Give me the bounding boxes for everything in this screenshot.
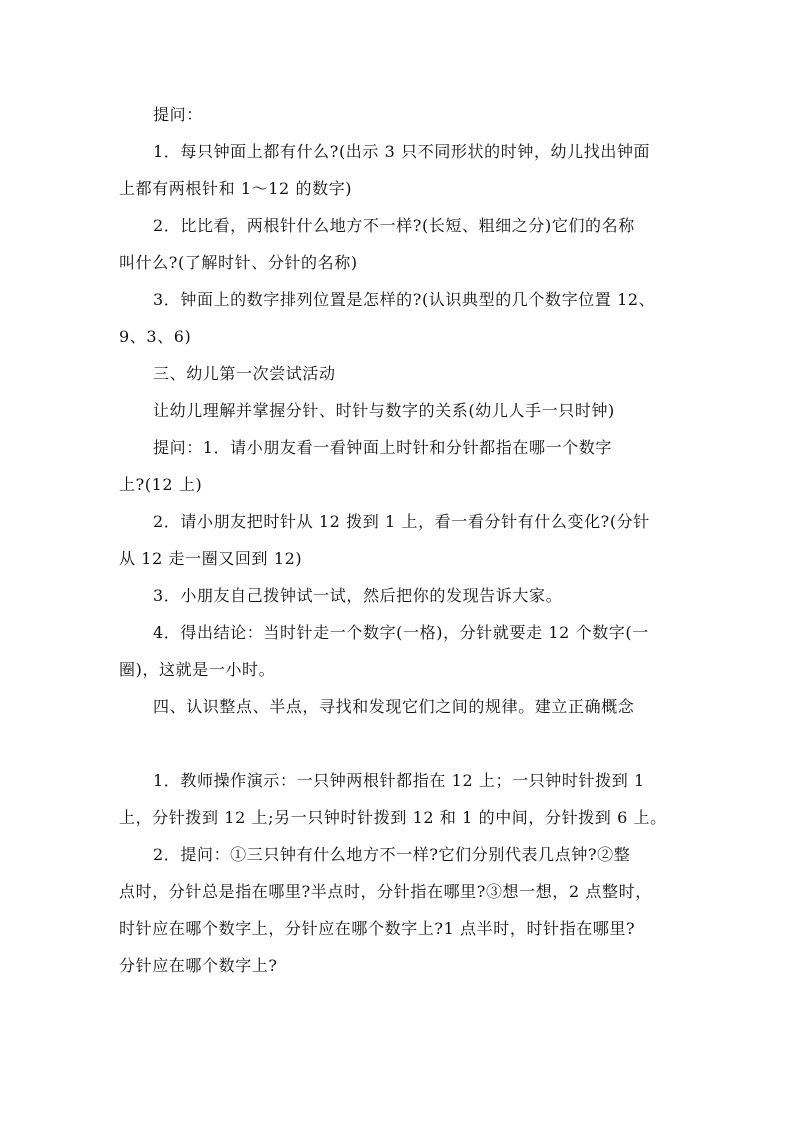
section-heading: 四、认识整点、半点，寻找和发现它们之间的规律。建立正确概念 (153, 697, 635, 716)
section-heading: 三、幼儿第一次尝试活动 (153, 364, 336, 383)
text-line: 提问： (153, 105, 203, 124)
text-line: 上都有两根针和 1～12 的数字) (119, 179, 353, 198)
text-line: 圈)，这就是一小时。 (119, 660, 276, 679)
text-line: 叫什么?(了解时针、分针的名称) (119, 253, 358, 272)
text-line: 上，分针拨到 12 上;另一只钟时针拨到 12 和 1 的中间，分针拨到 6 上。 (119, 808, 667, 827)
text-line: 3．钟面上的数字排列位置是怎样的?(认识典型的几个数字位置 12、 (153, 290, 656, 309)
text-line: 3．小朋友自己拨钟试一试，然后把你的发现告诉大家。 (153, 586, 563, 605)
text-line: 1．教师操作演示：一只钟两根针都指在 12 上；一只钟时针拨到 1 (153, 771, 645, 790)
text-line: 2．请小朋友把时针从 12 拨到 1 上，看一看分针有什么变化?(分针 (153, 512, 650, 531)
text-line: 4．得出结论：当时针走一个数字(一格)，分针就要走 12 个数字(一 (153, 623, 649, 642)
text-line: 提问：1．请小朋友看一看钟面上时针和分针都指在哪一个数字 (153, 438, 612, 457)
text-line: 从 12 走一圈又回到 12) (119, 549, 303, 568)
text-line: 9、3、6) (119, 327, 192, 346)
text-line: 2．提问：①三只钟有什么地方不一样?它们分别代表几点钟?②整 (153, 845, 631, 864)
text-line: 让幼儿理解并掌握分针、时针与数字的关系(幼儿人手一只时钟) (153, 401, 615, 420)
text-line: 2．比比看，两根针什么地方不一样?(长短、粗细之分)它们的名称 (153, 216, 635, 235)
text-line: 分针应在哪个数字上? (119, 956, 278, 975)
text-line: 上?(12 上) (119, 475, 203, 494)
text-line: 点时，分针总是指在哪里?半点时，分针指在哪里?③想一想，2 点整时， (119, 882, 652, 901)
text-line: 时针应在哪个数字上，分针应在哪个数字上?1 点半时，时针指在哪里? (119, 919, 636, 938)
text-line: 1．每只钟面上都有什么?(出示 3 只不同形状的时钟，幼儿找出钟面 (153, 142, 651, 161)
